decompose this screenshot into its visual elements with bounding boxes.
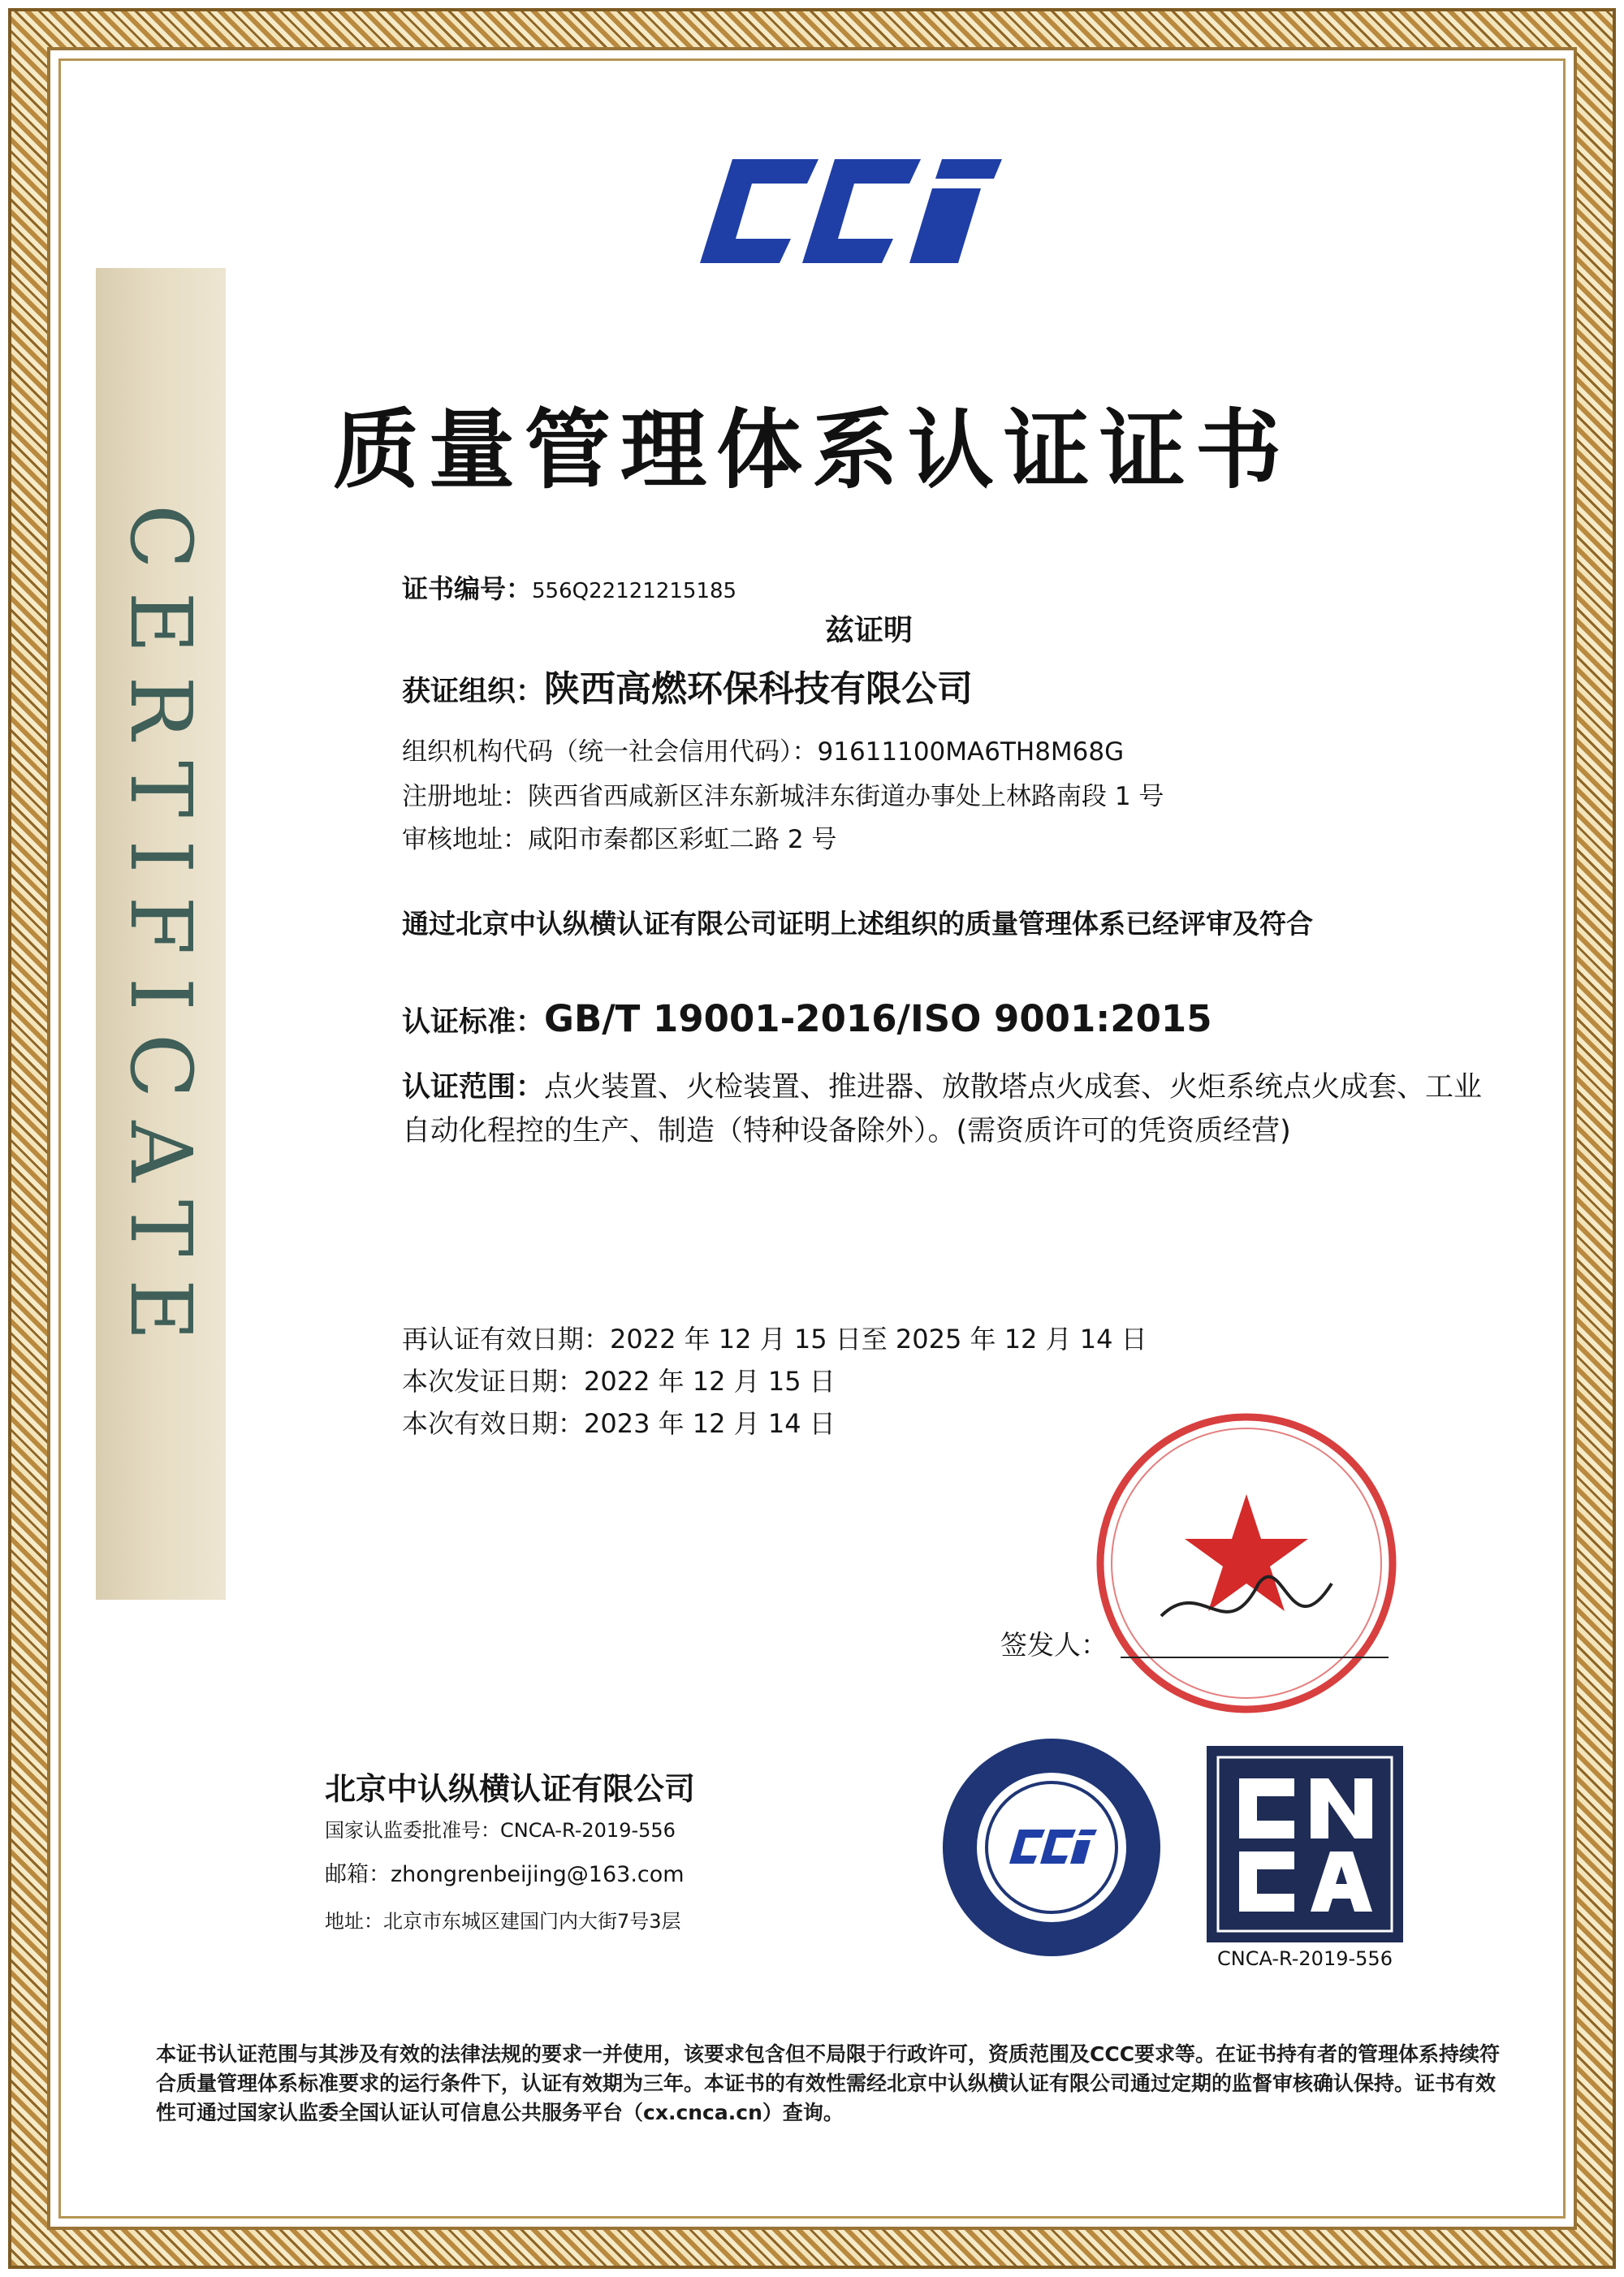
conformity-statement: 通过北京中认纵横认证有限公司证明上述组织的质量管理体系已经评审及符合 [402,908,1313,940]
standard-value: GB/T 19001-2016/ISO 9001:2015 [544,997,1212,1040]
org-row [402,659,973,711]
signature-line [1121,1657,1389,1658]
scope-row [402,1065,1490,1153]
issuer-email: 邮箱：zhongrenbeijing@163.com [325,1862,685,1887]
issuer-address: 地址：北京市东城区建国门内大街7号3层 [325,1910,681,1933]
reg-address-row: 注册地址：陕西省西咸新区沣东新城沣东街道办事处上林路南段 1 号 [402,782,1164,811]
org-name: 陕西高燃环保科技有限公司 [544,668,974,710]
issuer-name: 北京中认纵横认证有限公司 [325,1771,696,1807]
valid-date: 本次有效日期：2023 年 12 月 14 日 [402,1408,836,1439]
org-code-row: 组织机构代码（统一社会信用代码）：91611100MA6TH8M68G [402,737,1125,767]
iso9001-badge [938,1734,1165,1961]
recert-date: 再认证有效日期：2022 年 12 月 15 日至 2025 年 12 月 14 日 [402,1324,1147,1355]
hereby-text: 兹证明 [824,614,913,647]
cert-number-label: 证书编号： [402,573,533,604]
cert-number-row [402,568,736,606]
certificate-title: 质量管理体系认证证书 [333,400,1291,500]
company-seal [1088,1405,1405,1722]
scope-label: 认证范围： [402,1071,545,1104]
certificate-vertical-word: CERTIFICATE [111,504,210,1363]
cnca-badge [1207,1746,1403,1942]
footer-note: 本证书认证范围与其涉及有效的法律法规的要求一并使用，该要求包含但不局限于行政许可，资质范围及CCC要求等。在证书持有者的管理体系持续符合质量管理体系标准要求的运行条件下，认证有效期为三年。本证书的有效性需经北京中认纵横认证有限公司通过定期的监督审核确认保持。证书有效性可通过国家认监委全国认证认可信息公共服务平台（cx.cnca.cn）查询。 [156,2042,1501,2124]
standard-label: 认证标准： [402,1006,545,1039]
signer-label: 签发人： [1000,1629,1108,1661]
cnca-code: CNCA-R-2019-556 [1217,1947,1393,1970]
scope-value: 点火装置、火检装置、推进器、放散塔点火成套、火炬系统点火成套、工业自动化程控的生产、制造（特种设备除外）。(需资质许可的凭资质经营) [402,1071,1483,1147]
issuer-approval: 国家认监委批准号：CNCA-R-2019-556 [325,1819,676,1842]
issue-date: 本次发证日期：2022 年 12 月 15 日 [402,1366,836,1397]
standard-row [402,997,1212,1040]
cci-logo [700,154,1002,268]
audit-address-row: 审核地址：咸阳市秦都区彩虹二路 2 号 [402,825,837,854]
cert-number-value: 556Q22121215185 [532,579,737,603]
org-label: 获证组织： [402,676,545,708]
